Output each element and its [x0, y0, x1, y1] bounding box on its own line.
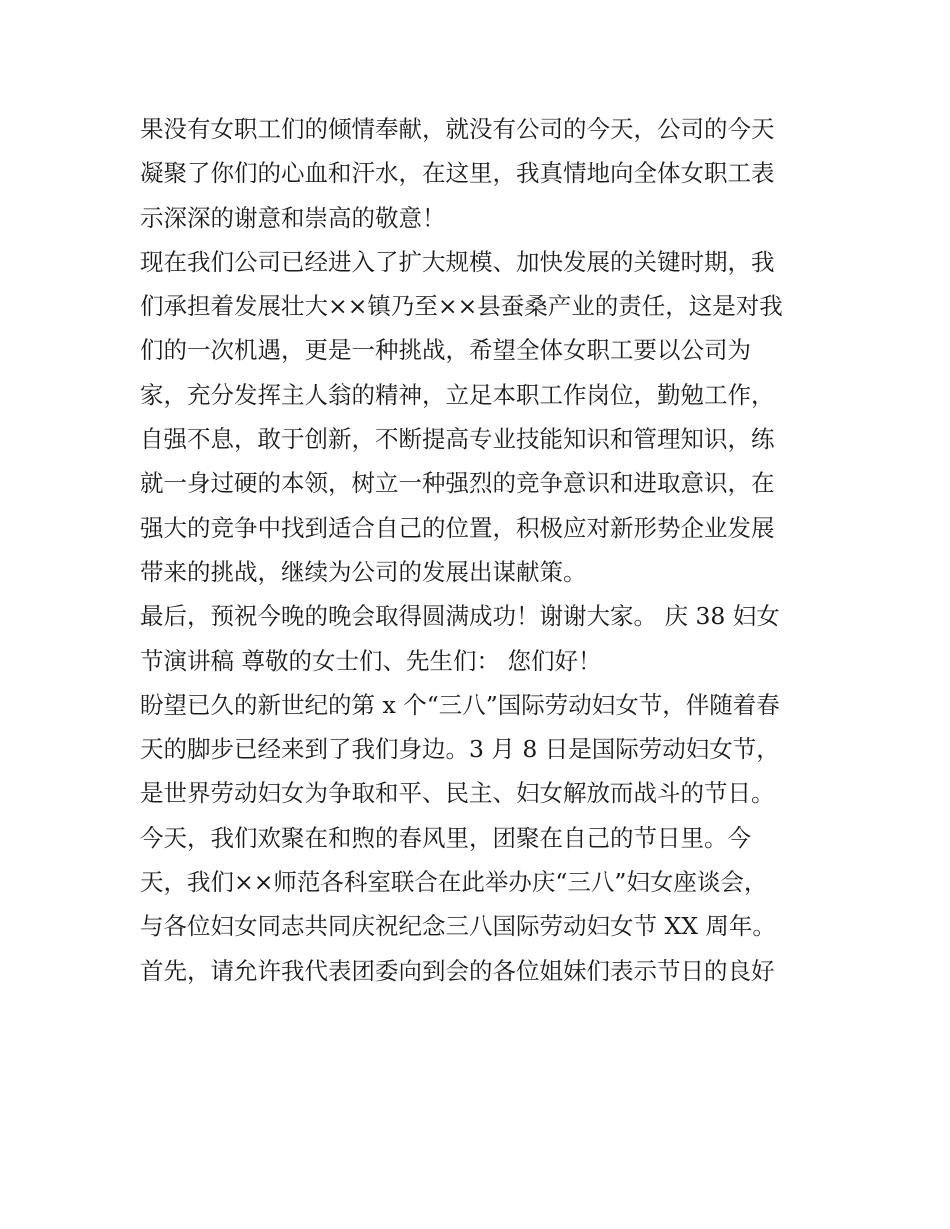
text-line: 最后，预祝今晚的晚会取得圆满成功！谢谢大家。 庆 38 妇女: [140, 602, 780, 631]
text-line: 家，充分发挥主人翁的精神，立足本职工作岗位，勤勉工作，: [140, 380, 775, 409]
text-line: 现在我们公司已经进入了扩大规模、加快发展的关键时期，我: [140, 247, 775, 276]
text-line: 强大的竞争中找到适合自己的位置，积极应对新形势企业发展: [140, 513, 775, 542]
text-line: 们的一次机遇，更是一种挑战，希望全体女职工要以公司为: [140, 336, 751, 365]
text-line: 今天，我们欢聚在和煦的春风里，团聚在自己的节日里。今: [140, 823, 751, 852]
text-line: 天，我们××师范各科室联合在此举办庆“三八”妇女座谈会，: [140, 868, 768, 897]
text-line: 带来的挑战，继续为公司的发展出谋献策。: [140, 557, 587, 586]
text-line: 示深深的谢意和崇高的敬意！: [140, 203, 446, 232]
text-line: 与各位妇女同志共同庆祝纪念三八国际劳动妇女节 XX 周年。: [140, 912, 776, 941]
text-line: 们承担着发展壮大××镇乃至××县蚕桑产业的责任，这是对我: [140, 292, 783, 321]
text-line: 果没有女职工们的倾情奉献，就没有公司的今天，公司的今天: [140, 115, 775, 143]
text-line: 是世界劳动妇女为争取和平、民主、妇女解放而战斗的节日。: [140, 779, 775, 808]
text-line: 就一身过硬的本领，树立一种强烈的竞争意识和进取意识，在: [140, 469, 775, 498]
text-line: 天的脚步已经来到了我们身边。3 月 8 日是国际劳动妇女节，: [140, 735, 780, 764]
text-line: 首先，请允许我代表团委向到会的各位姐妹们表示节日的良好: [140, 956, 775, 985]
document-body: [140, 107, 830, 993]
text-line: 盼望已久的新世纪的第 x 个“三八”国际劳动妇女节，伴随着春: [140, 690, 780, 719]
text-line: 凝聚了你们的心血和汗水，在这里，我真情地向全体女职工表: [140, 159, 775, 188]
text-line: 自强不息，敢于创新，不断提高专业技能知识和管理知识，练: [140, 425, 775, 454]
text-line: 节演讲稿 尊敬的女士们、先生们： 您们好！: [140, 646, 602, 675]
